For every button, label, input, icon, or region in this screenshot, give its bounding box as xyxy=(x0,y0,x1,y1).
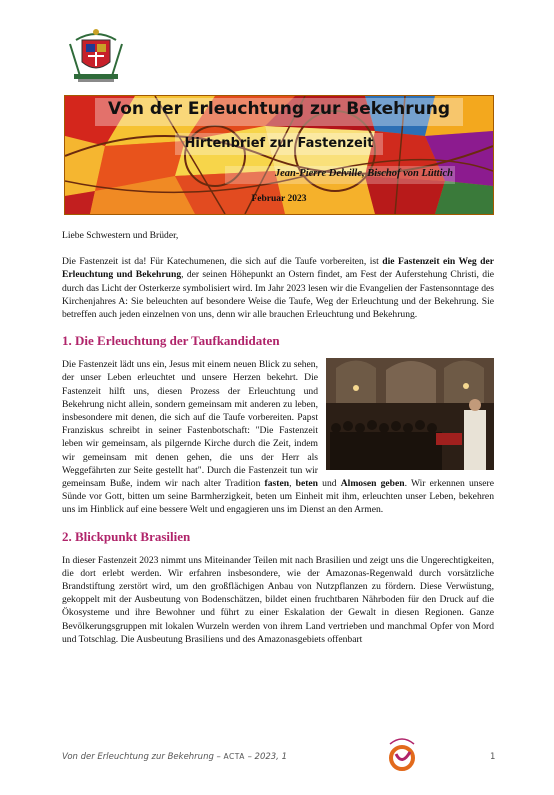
section-1-heading: 1. Die Erleuchtung der Taufkandidaten xyxy=(62,333,280,349)
intro-emphasis: die Fastenzeit ein Weg der Erleuchtung und Bekehrung xyxy=(62,256,494,281)
greeting: Liebe Schwestern und Brüder, xyxy=(62,230,179,241)
document-subtitle: Hirtenbrief zur Fastenzeit xyxy=(184,136,374,151)
letter-body xyxy=(62,229,494,646)
section-1-paragraph: Die Fastenzeit lädt uns ein, Jesus mit einem neuen Blick zu sehen, der unser Leben erleuchtet und unsere Herzen bekehrt. Die Fastenzeit hilft uns, diesen Prozess der Erleuchtung und Bekehrung nicht allein, sondern gemeinsam mit anderen zu leben, insbesondere mit denen, die sich auf die Taufe vorbereiten. Papst Franziskus schreibt in seiner Fastenbotschaft: "Die Fastenzeit leben wir gemeinsam, als pilgernde Kirche durch die Zeit, indem wir gemeinsam mit denen gehen, die uns der Herr als Weggefährten zur Seite gestellt hat". Durch die Fastenzeit tun wir gemeinsam Buße, indem wir nach alter Tradition fasten, beten und Almosen geben. Wir erkennen unsere Sünde vor Gott, bitten um seine Barmherzigkeit, beten um Einheit mit ihm, erleuchten unser Leben, bekehren uns im Hinblick auf eine bessere Welt und engagieren uns im Dienst an den Armen. xyxy=(62,359,494,516)
church-gathering-photo xyxy=(326,358,494,470)
document-title: Von der Erleuchtung zur Bekehrung xyxy=(107,99,450,119)
section-2-paragraph: In dieser Fastenzeit 2023 nimmt uns Miteinander Teilen mit nach Brasilien und zeigt uns die Ungerechtigkeiten, die dort erlebt werden. Wir erfahren insbesondere, wie der Amazonas-Regenwald durch vorsätzliche Brandstiftung zerstört wird, um den großflächigen Anbau von Nutzpflanzen zu fördern. Diese Verwüstung, gekoppelt mit der Ausbeutung von Bodenschätzen, bildet einen fruchtbaren Nährboden für den Druck auf die Ökosysteme und ihre Bewohner und führt zu einer Eskalation der Gewalt in diesen Regionen. Ganze Bevölkerungsgruppen mit lokalen Wurzeln werden von ihrem Land vertrieben und manchmal Opfer von Mord und Totschlag. Die Ausbeutung Brasiliens und des Amazonasgebiets offenbart xyxy=(62,554,494,645)
campaign-logo xyxy=(386,736,418,774)
page-number: 1 xyxy=(490,752,496,762)
footer-citation: Von der Erleuchtung zur Bekehrung – ACTA – 2023, 1 xyxy=(62,752,287,762)
diocese-crest-logo xyxy=(62,26,130,84)
section-2-heading: 2. Blickpunkt Brasilien xyxy=(62,528,191,544)
intro-paragraph: Die Fastenzeit ist da! Für Katechumenen, die sich auf die Taufe vorbereiten, ist die Fastenzeit ein Weg der Erleuchtung und Bekehrung, der seinen Höhepunkt an Ostern findet, am Fest der Auferstehung Christi, die durch das Licht der Osterkerze symbolisiert wird. Im Jahr 2023 lesen wir die Evangelien der Fastensonntage des Kirchenjahres A: Sie beleuchten auf besondere Weise die Taufe, Weg der Erleuchtung und der Bekehrung. Sie betreffen auch jeden einzelnen von uns, denn wir alle brauchen Erleuchtung und Bekehrung. xyxy=(62,256,494,321)
title-banner xyxy=(64,95,494,215)
date-line: Februar 2023 xyxy=(251,194,307,204)
author-line: Jean-Pierre Delville, Bischof von Lüttich xyxy=(274,168,453,179)
